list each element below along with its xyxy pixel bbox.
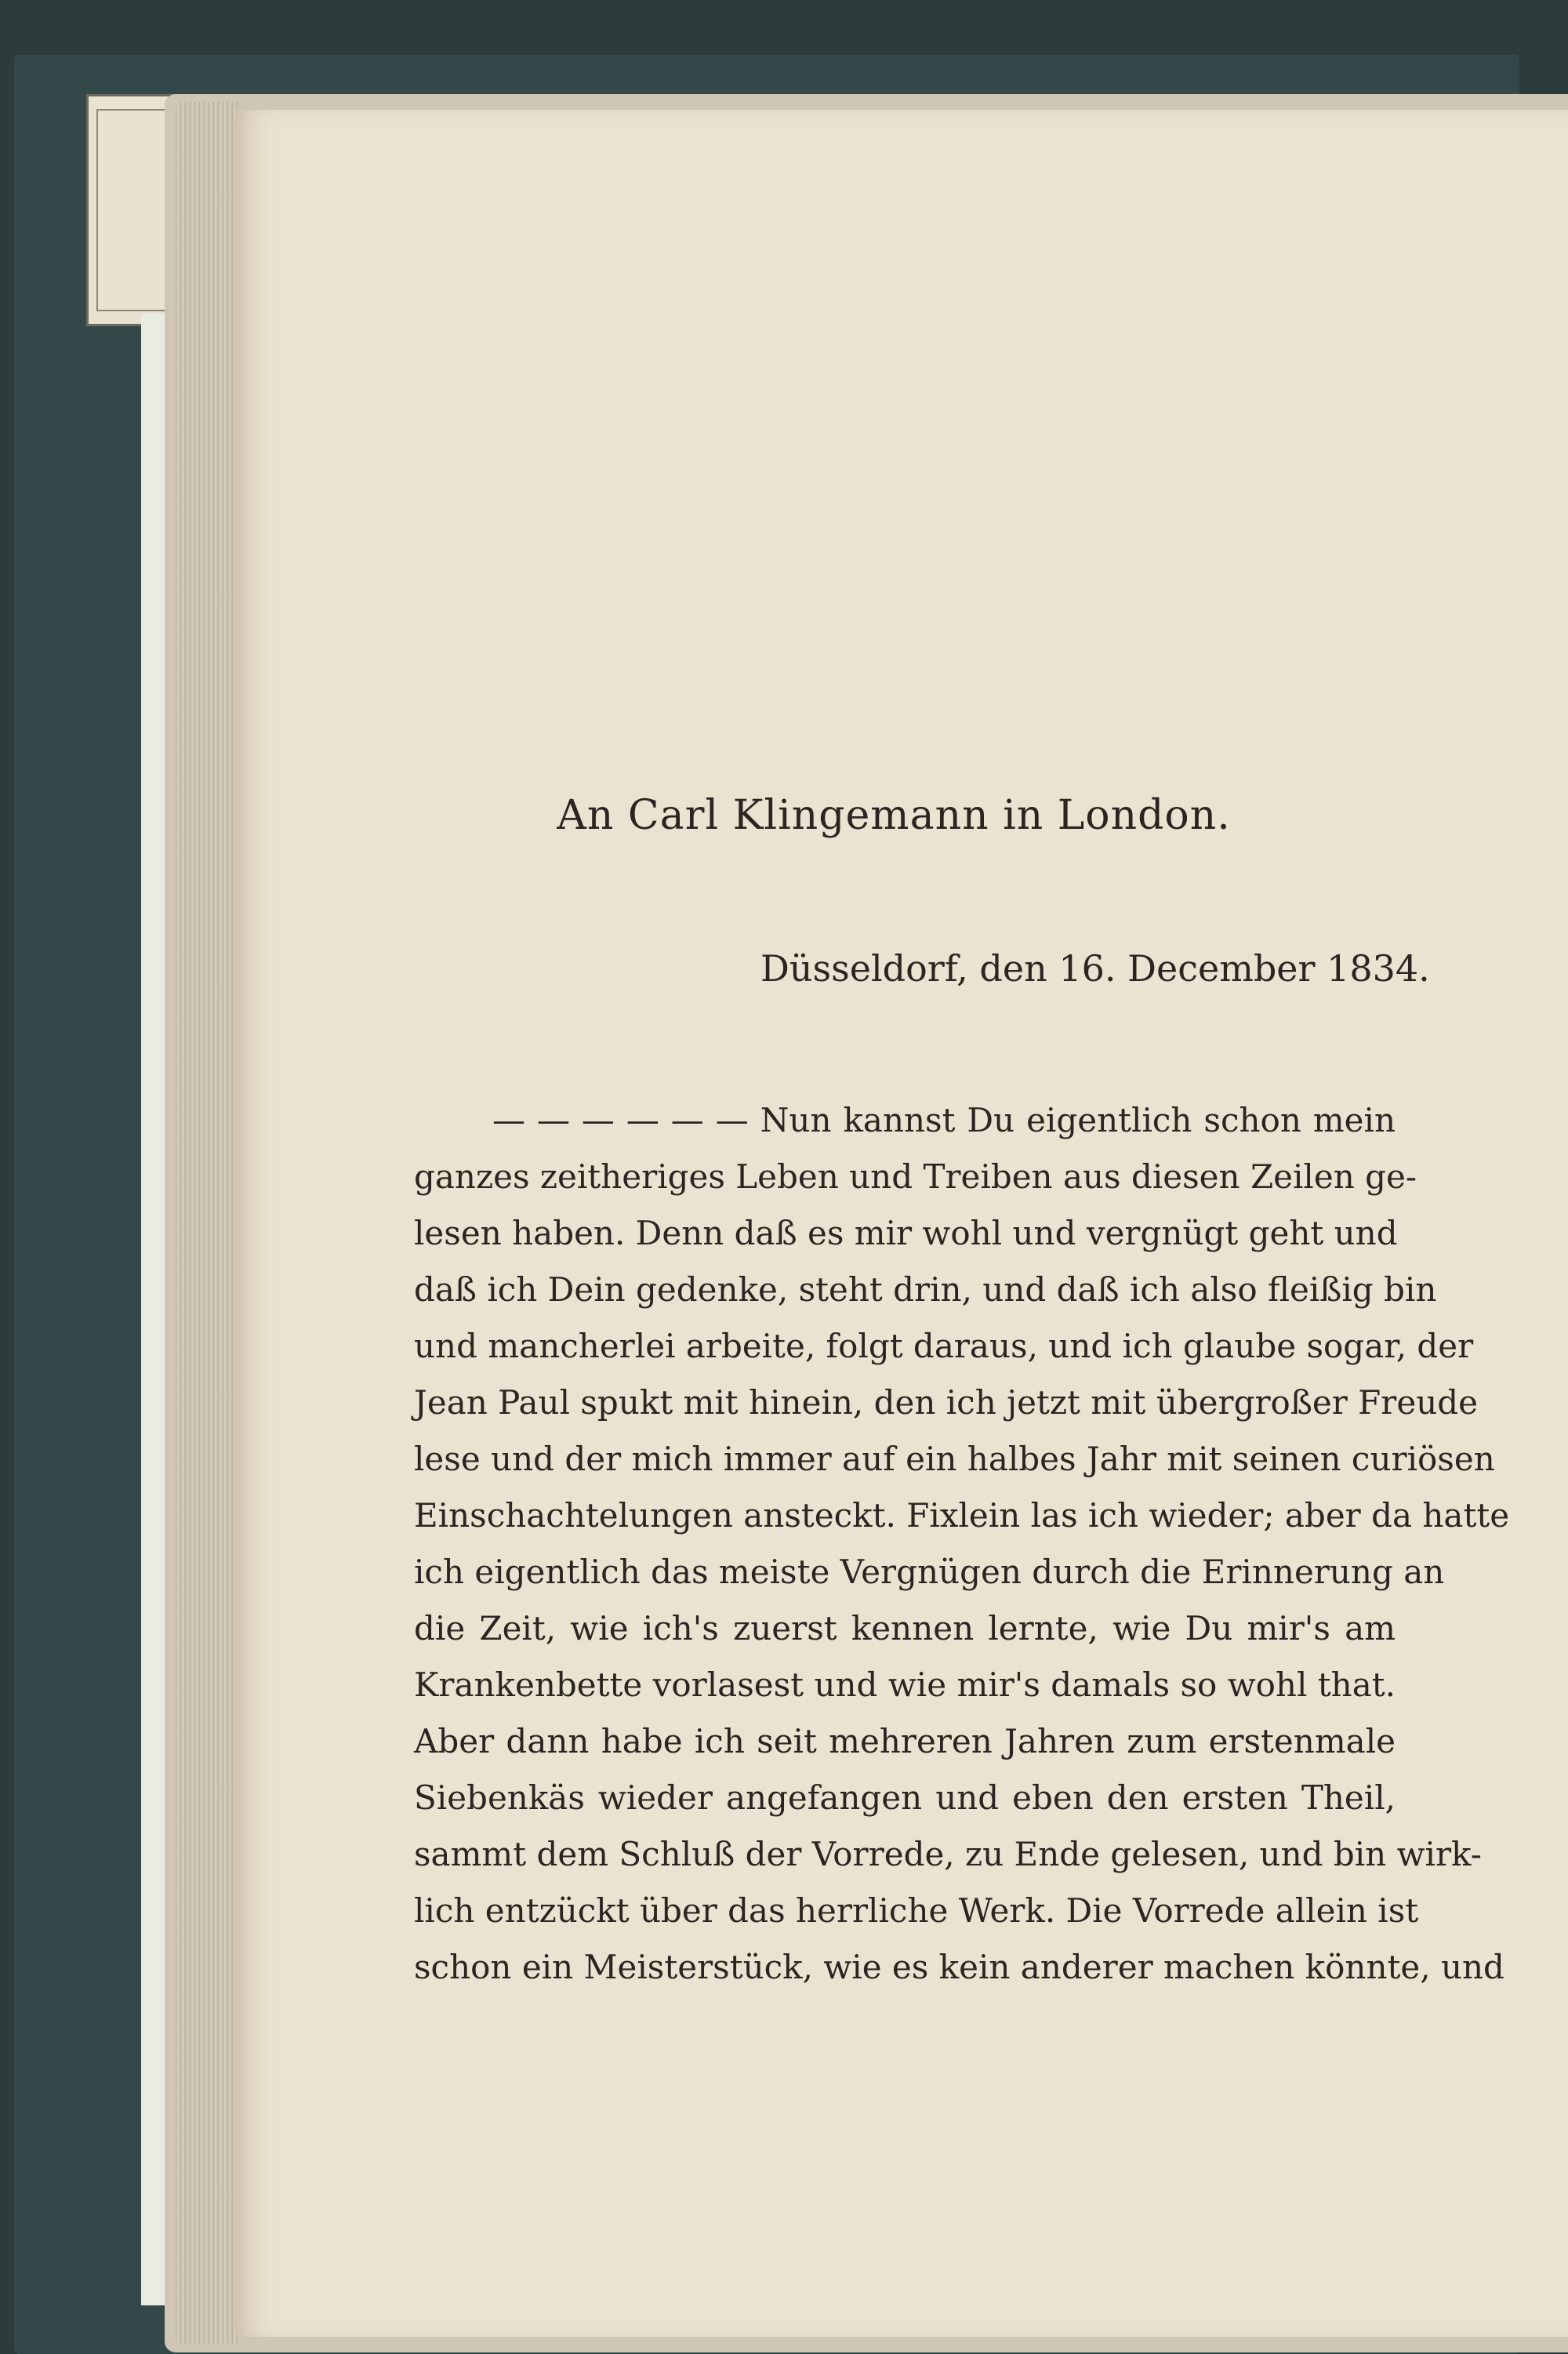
text-line: daß ich Dein gedenke, steht drin, und daß ich also fleißig bin: [414, 1270, 1437, 1309]
letter-heading: [0, 792, 1568, 839]
text-line: lesen haben. Denn daß es mir wohl und vergnügt geht und: [414, 1214, 1398, 1252]
text-line: lese und der mich immer auf ein halbes Jahr mit seinen curiösen: [414, 1440, 1495, 1478]
text-line: ich eigentlich das meiste Vergnügen durch die Erinnerung an: [414, 1553, 1445, 1591]
text-line: Jean Paul spukt mit hinein, den ich jetzt mit übergroßer Freude: [414, 1383, 1479, 1422]
text-line: Krankenbette vorlasest und wie mir's damals so wohl that.: [414, 1666, 1396, 1704]
text-line: und mancherlei arbeite, folgt daraus, und ich glaube sogar, der: [414, 1327, 1474, 1365]
letter-heading-text: An Carl Klingemann in London.: [557, 792, 1231, 839]
letter-dateline: Düsseldorf, den 16. December 1834.: [760, 947, 1430, 990]
text-line: die Zeit, wie ich's zuerst kennen lernte, wie Du mir's am: [414, 1609, 1396, 1647]
library-label-border: [96, 109, 175, 311]
text-line: sammt dem Schluß der Vorrede, zu Ende gelesen, und bin wirk-: [414, 1835, 1482, 1873]
text-line: Siebenkäs wieder angefangen und eben den ersten Theil,: [414, 1778, 1396, 1817]
text-line: Einschachtelungen ansteckt. Fixlein las ich wieder; aber da hatte: [414, 1496, 1510, 1535]
text-line: — — — — — — Nun kannst Du eigentlich schon mein: [492, 1101, 1396, 1139]
text-line: ganzes zeitheriges Leben und Treiben aus diesen Zeilen ge-: [414, 1157, 1417, 1196]
letter-body: [414, 1092, 1510, 1996]
text-line: lich entzückt über das herrliche Werk. Die Vorrede allein ist: [414, 1891, 1419, 1930]
text-line: schon ein Meisterstück, wie es kein anderer machen könnte, und: [414, 1948, 1504, 1986]
text-line: Aber dann habe ich seit mehreren Jahren zum erstenmale: [414, 1722, 1396, 1760]
